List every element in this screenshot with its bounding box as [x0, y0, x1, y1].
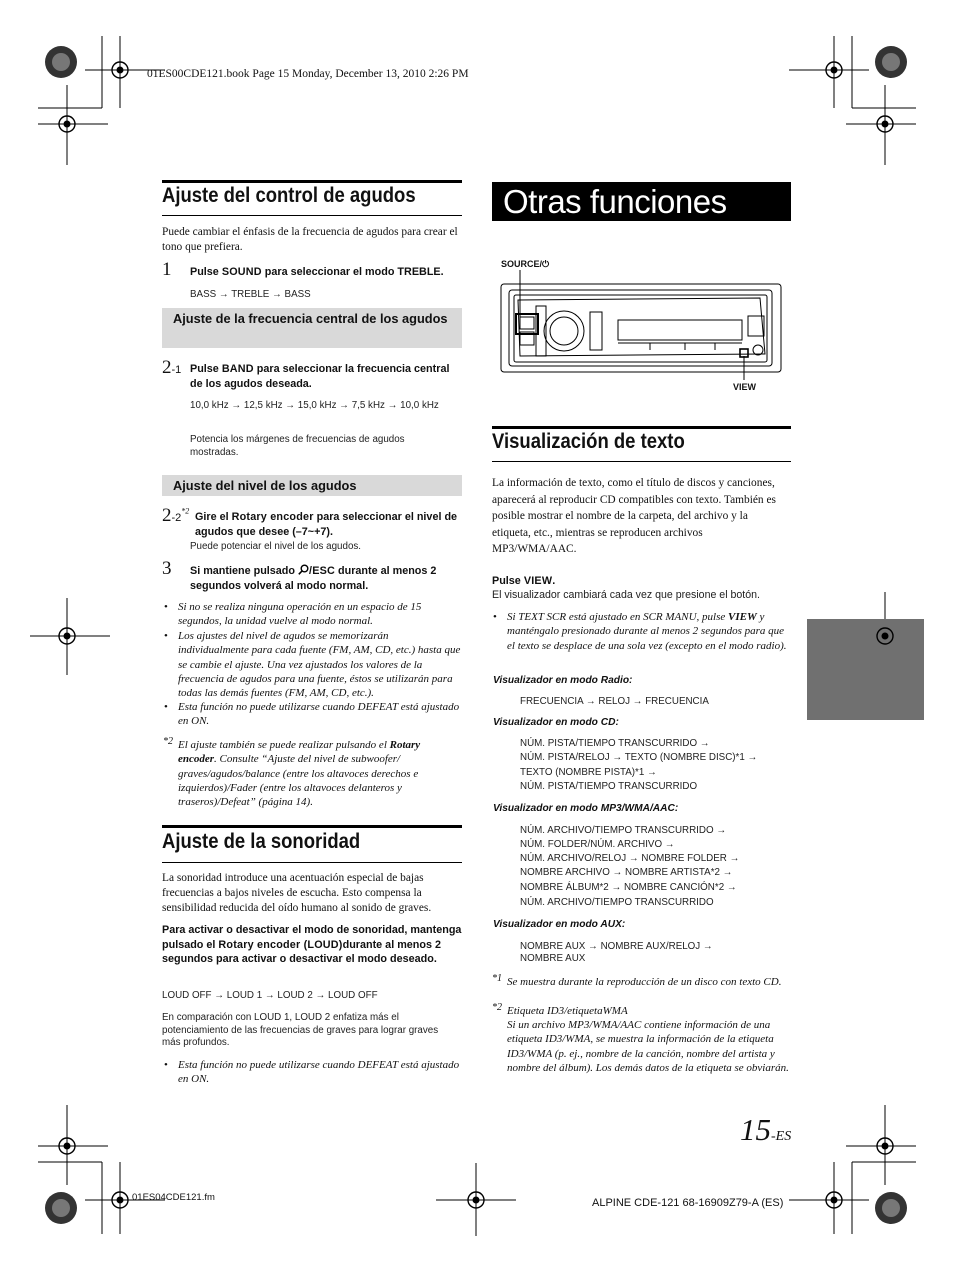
cd-line: TEXTO (NOMBRE PISTA)*1 →: [520, 767, 657, 778]
section-rule-bottom: [492, 461, 791, 462]
page-number: 15-ES: [740, 1112, 792, 1147]
step-3-number: 3: [162, 558, 172, 579]
mp3-line: NÚM. ARCHIVO/TIEMPO TRANSCURRIDO →: [520, 825, 727, 836]
treble-footnote-mark: *2: [163, 736, 173, 747]
step-1-number: 1: [162, 259, 172, 280]
aux-mode-heading: Visualizador en modo AUX:: [493, 919, 626, 930]
subsection-frequency: Ajuste de la frecuencia central de los agudos: [162, 308, 462, 348]
footnote-2-mark: *2: [492, 1002, 502, 1013]
footnote-2: Si un archivo MP3/WMA/AAC contiene información de una etiqueta ID3/WMA, se muestra la información de la etiqueta ID3/WMA (p. ej., nombre de la canción, nombre del artista y nombre del álbum). Los demás datos de la etiqueta se obviarán.: [507, 1019, 789, 1074]
loudness-intro: La sonoridad introduce una acentuación especial de bajas frecuencias a bajos niveles de escucha. Esto compensa la sensibilidad reducida del oído humano al sonido de graves.: [162, 872, 432, 914]
step-2-2-number: 2-2$^{*2}$: [162, 505, 190, 526]
step-2-1-note: Potencia los márgenes de frecuencias de agudos mostradas.: [190, 434, 405, 458]
footnote-1-mark: *1: [492, 973, 502, 984]
subsection-level: Ajuste del nivel de los agudos: [162, 475, 462, 496]
mp3-line: NOMBRE ÁLBUM*2 → NOMBRE CANCIÓN*2 →: [520, 882, 737, 893]
press-view: Pulse VIEW.: [492, 575, 556, 587]
treble-title: Ajuste del control de agudos: [162, 184, 416, 207]
display-intro: La información de texto, como el título de discos y canciones, aparecerá al reproducir CD compatibles con texto. También es posible mostrar el nombre de la carpeta, del archivo y la etiqueta, etc., mientras se reproducen archivos MP3/WMA/AAC.: [492, 477, 776, 555]
section-rule-bottom: [162, 862, 462, 863]
loudness-note: En comparación con LOUD 1, LOUD 2 enfatiza más el potenciamiento de las frecuencias de graves para lograr graves más profundos.: [162, 1012, 439, 1048]
other-functions-banner: [492, 182, 791, 221]
mp3-line: NÚM. FOLDER/NÚM. ARCHIVO →: [520, 839, 675, 850]
step-1-text: Pulse SOUND para seleccionar el modo TREBLE.: [190, 266, 444, 278]
section-rule-bottom: [162, 215, 462, 216]
book-info: 01ES00CDE121.book Page 15 Monday, December 13, 2010 2:26 PM: [147, 68, 469, 80]
search-icon: [298, 564, 309, 575]
press-view-note: El visualizador cambiará cada vez que presione el botón.: [492, 589, 760, 601]
footer-model: ALPINE CDE-121 68-16909Z79-A (ES): [592, 1197, 784, 1209]
step-3-text: Si mantiene pulsado /ESC durante al menos 2 segundos volverá al modo normal.: [190, 565, 437, 592]
loudness-title: Ajuste de la sonoridad: [162, 830, 361, 853]
aux-line: NOMBRE AUX → NOMBRE AUX/RELOJ →: [520, 941, 713, 952]
radio-mode-heading: Visualizador en modo Radio:: [493, 675, 633, 686]
other-functions-title: Otras funciones: [503, 183, 727, 220]
mp3-line: NÚM. ARCHIVO/RELOJ → NOMBRE FOLDER →: [520, 853, 740, 864]
view-label: VIEW: [733, 382, 757, 392]
footnote-2-title: Etiqueta ID3/etiquetaWMA: [507, 1005, 628, 1017]
source-label: SOURCE/⏻: [501, 259, 550, 269]
display-title: Visualización de texto: [492, 430, 685, 453]
mp3-line: NÚM. ARCHIVO/TIEMPO TRANSCURRIDO: [520, 897, 714, 908]
aux-line: NOMBRE AUX: [520, 953, 586, 964]
step-2-1-number: 2-1: [162, 357, 182, 378]
section-rule-top: [162, 180, 462, 183]
cd-line: NÚM. PISTA/TIEMPO TRANSCURRIDO: [520, 781, 698, 792]
treble-bullet-1: • Si no se realiza ninguna operación en un espacio de 15 segundos, la unidad vuelve al modo normal.: [164, 601, 422, 628]
step-2-1-text: Pulse BAND para seleccionar la frecuencia central de los agudos deseada.: [190, 363, 450, 390]
treble-footnote: El ajuste también se puede realizar pulsando el Rotary encoder. Consulte “Ajuste del nivel de subwoofer/ graves/agudos/balance (entre los altavoces derechos e izquierdos)/Fader (entre los altavoces delanteros y traseros)/Defeat” (página 14).: [178, 739, 421, 809]
mp3-mode-heading: Visualizador en modo MP3/WMA/AAC:: [493, 803, 679, 814]
radio-line: FRECUENCIA → RELOJ → FRECUENCIA: [520, 696, 709, 707]
display-bullet: • Si TEXT SCR está ajustado en SCR MANU, pulse VIEW y manténgalo presionado durante al menos 2 segundos para que el texto se desplace de una sola vez (excepto en el modo radio).: [493, 611, 787, 652]
loudness-instruction: Para activar o desactivar el modo de sonoridad, mantenga pulsado el Rotary encoder (LOUD)durante al menos 2 segundos para activar o desactivar el modo deseado.: [162, 924, 462, 965]
footnote-1: Se muestra durante la reproducción de un disco con texto CD.: [507, 976, 782, 988]
cd-line: NÚM. PISTA/RELOJ → TEXTO (NOMBRE DISC)*1 →: [520, 752, 758, 763]
step-2-2-text: Gire el Rotary encoder para seleccionar el nivel de agudos que desee (–7~+7).: [195, 511, 458, 538]
step-2-1-sequence: 10,0 kHz → 12,5 kHz → 15,0 kHz → 7,5 kHz → 10,0 kHz: [190, 400, 439, 411]
cd-mode-heading: Visualizador en modo CD:: [493, 717, 619, 728]
footer-file: 01ES04CDE121.fm: [132, 1192, 215, 1203]
step-2-2-note: Puede potenciar el nivel de los agudos.: [190, 541, 362, 552]
section-rule-top: [492, 426, 791, 429]
loudness-sequence: LOUD OFF → LOUD 1 → LOUD 2 → LOUD OFF: [162, 990, 378, 1001]
treble-intro: Puede cambiar el énfasis de la frecuencia de agudos para crear el tono que prefiera.: [162, 226, 458, 253]
step-1-sequence: BASS → TREBLE → BASS: [190, 289, 311, 300]
treble-bullet-2: • Los ajustes del nivel de agudos se memorizarán individualmente para cada fuente (FM, AM, CD, etc.) hasta que se cambie el ajuste. Una vez ajustados los valores de la frecuencia de agudos para una fuente, éstos se utilizarán para todas las demás fuentes (FM, AM, CD, etc.).: [164, 630, 461, 700]
section-rule-top: [162, 825, 462, 828]
loudness-bullet: • Esta función no puede utilizarse cuando DEFEAT está ajustado en ON.: [164, 1059, 460, 1086]
cd-line: NÚM. PISTA/TIEMPO TRANSCURRIDO →: [520, 738, 710, 749]
treble-bullet-3: • Esta función no puede utilizarse cuando DEFEAT está ajustado en ON.: [164, 701, 460, 728]
head-unit-illustration: [500, 270, 785, 385]
mp3-line: NOMBRE ARCHIVO → NOMBRE ARTISTA*2 →: [520, 867, 733, 878]
